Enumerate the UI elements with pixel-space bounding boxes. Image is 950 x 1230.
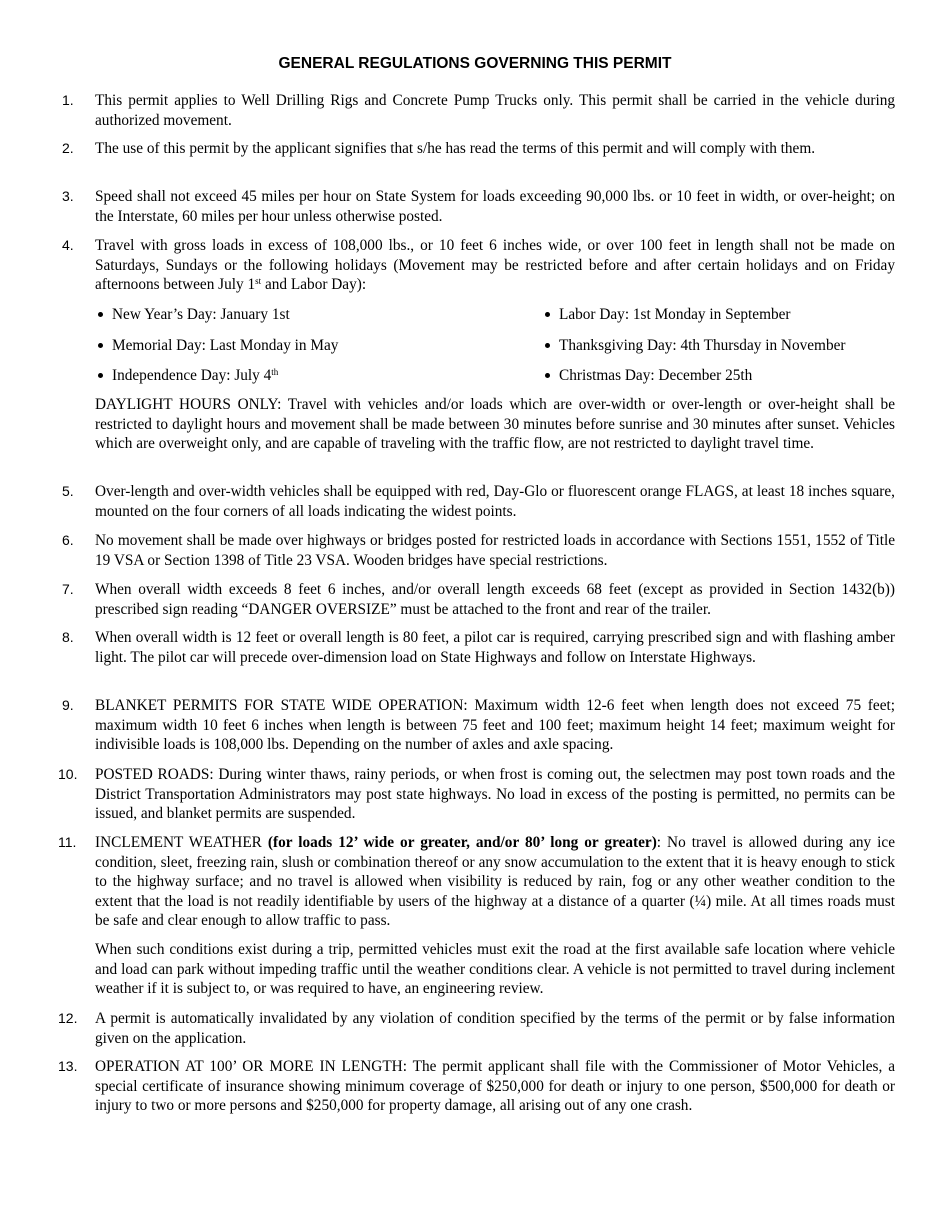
item-text: BLANKET PERMITS FOR STATE WIDE OPERATION: Maximum width 12-6 feet when length does not exceed 75 feet; maximum width 10 feet 6 inches when length is between 75 feet and 100 feet; maximum height 14 feet; maximum weight for indivisible loads is 108,000 lbs. Depending on the number of axles and axle spacing. [95,697,895,754]
paragraph-text: DAYLIGHT HOURS ONLY: Travel with vehicles and/or loads which are over-width or over-length or over-height shall be restricted to daylight hours and movement shall be made between 30 minutes before sunrise and 30 minutes after sunset. Vehicles which are overweight only, and are capable of traveling with the traffic flow, are not restricted to daylight travel time. [95,396,895,453]
bullet-icon [98,343,103,348]
bullet-icon [98,373,103,378]
holiday-item: Labor Day: 1st Monday in September [559,306,791,323]
item-number: 8. [62,629,74,645]
holiday-item: Memorial Day: Last Monday in May [112,337,339,354]
item-text: INCLEMENT WEATHER (for loads 12’ wide or greater, and/or 80’ long or greater): No travel is allowed during any ice condition, sleet, freezing rain, slush or combination thereof or any snow accumulation to the extent that it is heavy enough to stick to the highway surface; and no travel is allowed when visibility is reduced by rain, fog or any other weather condition to the extent that the load is not readily identifiable by users of the highway at a distance of a quarter (¼) mile. At all times roads must be safe and clear enough to allow traffic to pass. [95,834,895,930]
holiday-item: Independence Day: July 4th [112,367,279,384]
item-number: 2. [62,140,74,156]
item-number: 1. [62,92,74,108]
paragraph-text: When such conditions exist during a trip, permitted vehicles must exit the road at the first available safe location where vehicle and load can park without impeding traffic until the weather conditions clear. A vehicle is not permitted to travel during inclement weather if it is subject to, or was required to have, an engineering review. [95,941,895,998]
holiday-item: Christmas Day: December 25th [559,367,753,384]
item-number: 3. [62,188,74,204]
item-number: 4. [62,237,74,253]
item-text: POSTED ROADS: During winter thaws, rainy periods, or when frost is coming out, the selectmen may post town roads and the District Transportation Administrators may post state highways. No load in excess of the posting is permitted, no permits can be issued, and blanket permits are suspended. [95,766,895,823]
item-number: 10. [58,766,78,782]
holiday-item: New Year’s Day: January 1st [112,306,290,323]
item-number: 11. [58,834,77,850]
item-number: 7. [62,581,74,597]
item-number: 9. [62,697,74,713]
bullet-icon [98,312,103,317]
page-title: GENERAL REGULATIONS GOVERNING THIS PERMIT [278,55,672,72]
holiday-item: Thanksgiving Day: 4th Thursday in November [559,337,846,354]
item-text: Speed shall not exceed 45 miles per hour on State System for loads exceeding 90,000 lbs. or 10 feet in width, or over-height; on the Interstate, 60 miles per hour unless otherwise posted. [95,188,895,225]
item-text: This permit applies to Well Drilling Rigs and Concrete Pump Trucks only. This permit shall be carried in the vehicle during authorized movement. [95,92,895,129]
item-text: Over-length and over-width vehicles shall be equipped with red, Day-Glo or fluorescent orange FLAGS, at least 18 inches square, mounted on the four corners of all loads indicating the widest points. [95,483,895,520]
item-text: A permit is automatically invalidated by any violation of condition specified by the terms of the permit or by false information given on the application. [95,1010,895,1047]
item-text: When overall width exceeds 8 feet 6 inches, and/or overall length exceeds 68 feet (except as provided in Section 1432(b)) prescribed sign reading “DANGER OVERSIZE” must be attached to the front and rear of the trailer. [95,581,895,618]
bullet-icon [545,373,550,378]
item-text: When overall width is 12 feet or overall length is 80 feet, a pilot car is required, carrying prescribed sign and with flashing amber light. The pilot car will precede over-dimension load on State Highways and follow on Interstate Highways. [95,629,895,666]
item-number: 6. [62,532,74,548]
bullet-icon [545,343,550,348]
item-number: 12. [58,1010,78,1026]
item-text: Travel with gross loads in excess of 108,000 lbs., or 10 feet 6 inches wide, or over 100 feet in length shall not be made on Saturdays, Sundays or the following holidays (Movement may be restricted before and after certain holidays and on Friday afternoons between July 1st and Labor Day): [95,237,895,294]
item-text: No movement shall be made over highways or bridges posted for restricted loads in accordance with Sections 1551, 1552 of Title 19 VSA or Section 1398 of Title 23 VSA. Wooden bridges have special restrictions. [95,532,895,569]
item-text: The use of this permit by the applicant signifies that s/he has read the terms of this permit and will comply with them. [95,140,816,157]
item-number: 13. [58,1058,78,1074]
bullet-icon [545,312,550,317]
item-text: OPERATION AT 100’ OR MORE IN LENGTH: The permit applicant shall file with the Commissioner of Motor Vehicles, a special certificate of insurance showing minimum coverage of $250,000 for death or injury to one person, $500,000 for death or injury to two or more persons and $250,000 for property damage, all arising out of any one crash. [95,1058,895,1115]
item-number: 5. [62,483,74,499]
